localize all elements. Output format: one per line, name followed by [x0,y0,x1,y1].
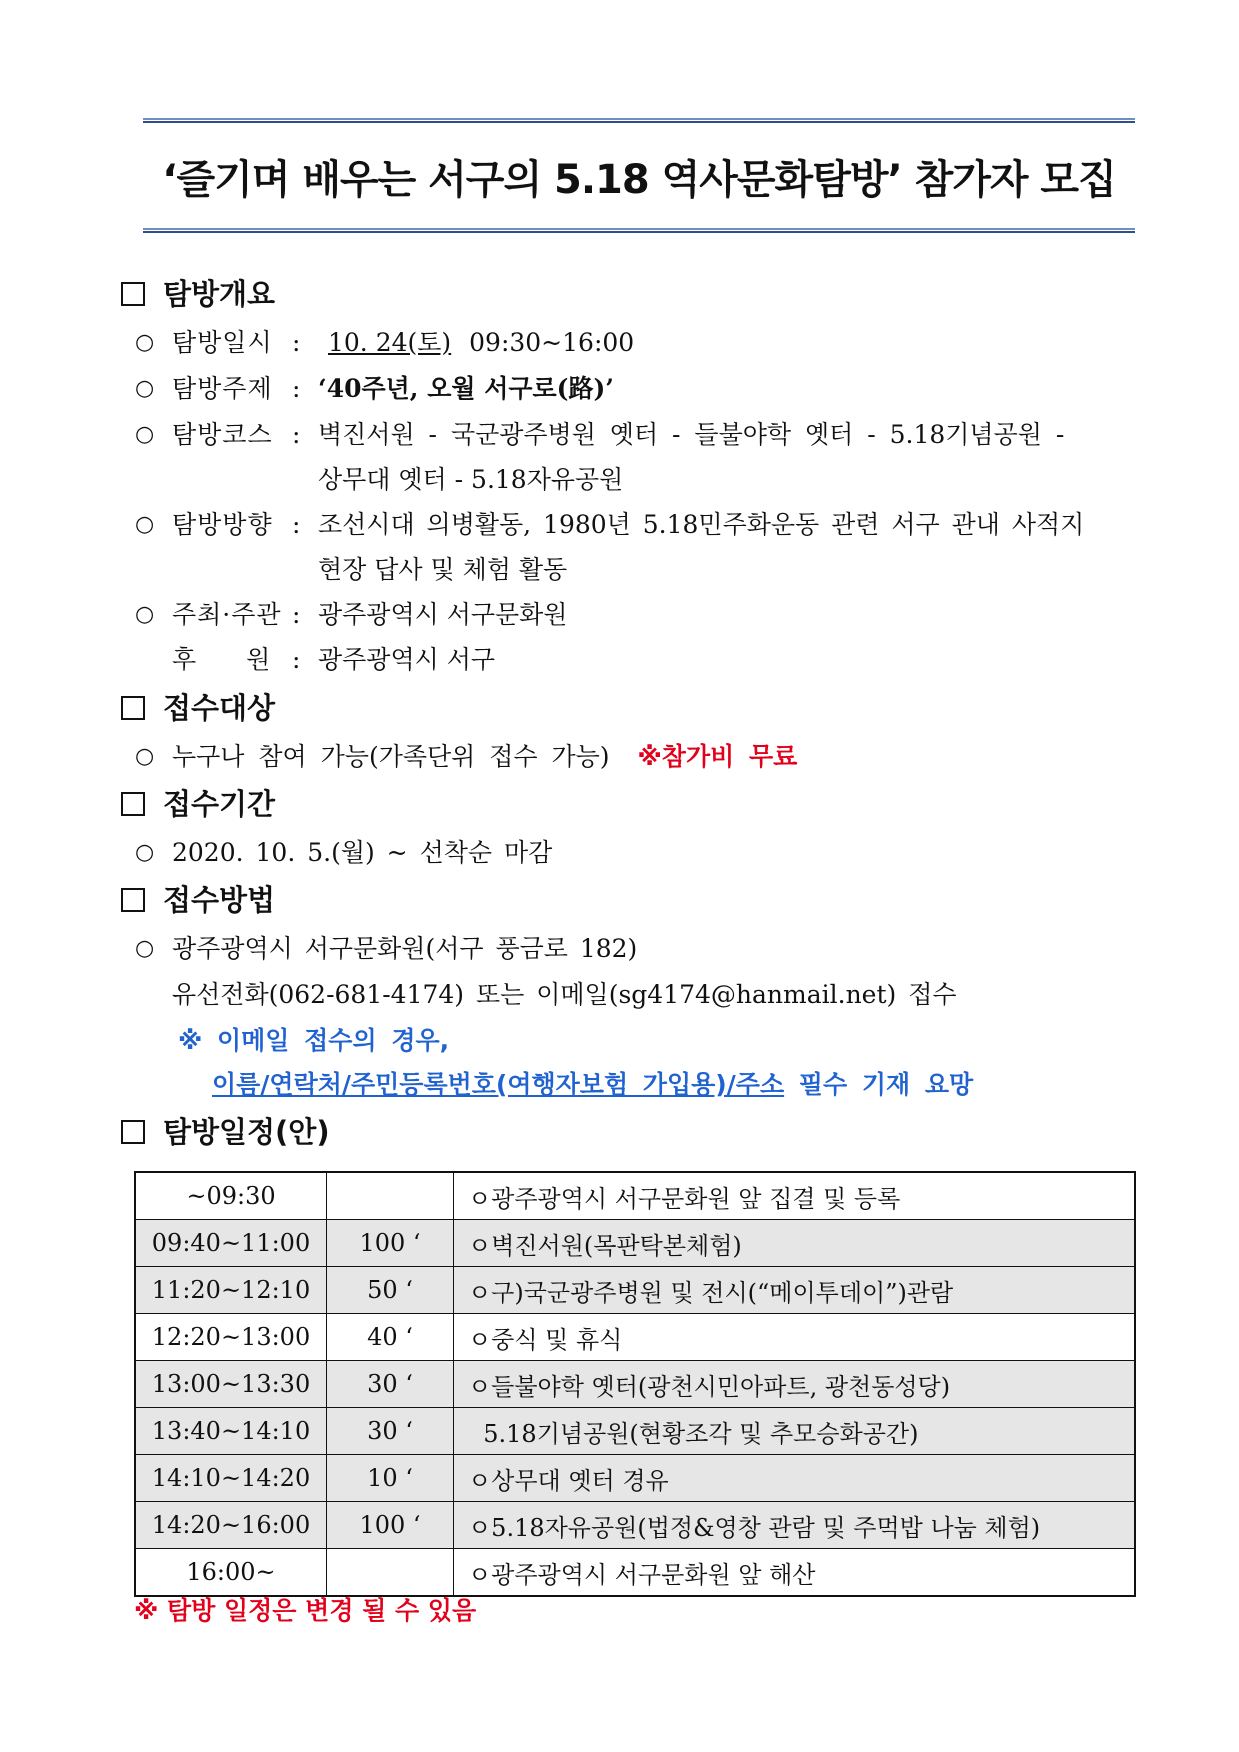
schedule-time: 13:40~14:10 [135,1408,327,1455]
sponsor-label: 후 원 [172,645,272,674]
schedule-time: 12:20~13:00 [135,1314,327,1361]
target-text: 누구나 참여 가능(가족단위 접수 가능) ※참가비 무료 [172,742,798,771]
schedule-time: 14:10~14:20 [135,1455,327,1502]
table-row [135,1549,1135,1597]
email-note-1: ※ 이메일 접수의 경우, [178,1026,450,1055]
schedule-activity: ㅇ벽진서원(목판탁본체험) [454,1220,1136,1267]
colon: : [292,645,301,674]
schedule-duration [327,1172,454,1220]
schedule-activity: ㅇ구)국군광주병원 및 전시(“메이투데이”)관람 [454,1267,1136,1314]
schedule-time: ~09:30 [135,1172,327,1220]
bullet-icon: ○ [135,330,155,355]
colon: : [292,600,301,629]
colon: : [292,328,301,357]
bullet-icon: ○ [135,840,155,865]
table-row [135,1361,1135,1408]
page-title: ‘즐기며 배우는 서구의 5.18 역사문화탐방’ 참가자 모집 [162,157,1116,203]
table-row [135,1220,1135,1267]
course-line-1: 벽진서원 - 국군광주병원 옛터 - 들불야학 옛터 - 5.18기념공원 - [318,420,1065,449]
date-label: 탐방일시 [172,328,273,357]
bullet-icon: ○ [135,422,155,447]
schedule-duration [327,1549,454,1597]
schedule-activity: 5.18기념공원(현황조각 및 추모승화공간) [454,1408,1136,1455]
table-row [135,1502,1135,1549]
section-heading-overview: 탐방개요 [121,276,275,312]
schedule-time: 13:00~13:30 [135,1361,327,1408]
bullet-icon: ○ [135,744,155,769]
course-label: 탐방코스 [172,420,273,449]
schedule-duration: 50 ‘ [327,1267,454,1314]
period-text: 2020. 10. 5.(월) ~ 선착순 마감 [172,838,553,867]
schedule-time: 14:20~16:00 [135,1502,327,1549]
method-line-2: 유선전화(062-681-4174) 또는 이메일(sg4174@hanmail.net) 접수 [172,980,957,1009]
table-row [135,1172,1135,1220]
direction-line-1: 조선시대 의병활동, 1980년 5.18민주화운동 관련 서구 관내 사적지 [318,510,1085,539]
colon: : [292,374,301,403]
schedule-activity: ㅇ중식 및 휴식 [454,1314,1136,1361]
checkbox-square-icon [121,792,145,816]
schedule-activity: ㅇ광주광역시 서구문화원 앞 집결 및 등록 [454,1172,1136,1220]
schedule-duration: 30 ‘ [327,1361,454,1408]
checkbox-square-icon [121,888,145,912]
email-note-2: 이름/연락처/주민등록번호(여행자보험 가입용)/주소 필수 기재 요망 [212,1070,974,1099]
schedule-duration: 40 ‘ [327,1314,454,1361]
table-row [135,1314,1135,1361]
schedule-activity: ㅇ들불야학 옛터(광천시민아파트, 광천동성당) [454,1361,1136,1408]
method-line-1: 광주광역시 서구문화원(서구 풍금로 182) [172,934,638,963]
table-row [135,1267,1135,1314]
table-row [135,1455,1135,1502]
schedule-activity: ㅇ5.18자유공원(법정&영창 관람 및 주먹밥 나눔 체험) [454,1502,1136,1549]
fee-note: ※참가비 무료 [637,742,798,771]
colon: : [292,510,301,539]
theme-label: 탐방주제 [172,374,273,403]
host-value: 광주광역시 서구문화원 [318,600,568,629]
schedule-duration: 100 ‘ [327,1502,454,1549]
direction-line-2: 현장 답사 및 체험 활동 [318,555,568,584]
bullet-icon: ○ [135,936,155,961]
section-heading-schedule: 탐방일정(안) [121,1114,330,1150]
bullet-icon: ○ [135,376,155,401]
schedule-footnote: ※ 탐방 일정은 변경 될 수 있음 [134,1596,477,1625]
schedule-duration: 100 ‘ [327,1220,454,1267]
direction-label: 탐방방향 [172,510,273,539]
section-heading-period: 접수기간 [121,786,275,822]
course-line-2: 상무대 옛터 - 5.18자유공원 [318,465,624,494]
schedule-table [134,1171,1136,1597]
schedule-duration: 10 ‘ [327,1455,454,1502]
schedule-time: 09:40~11:00 [135,1220,327,1267]
checkbox-square-icon [121,282,145,306]
section-heading-target: 접수대상 [121,690,275,726]
title-rule-top [143,118,1135,123]
bullet-icon: ○ [135,602,155,627]
theme-value: ‘40주년, 오월 서구로(路)’ [318,374,615,403]
host-label: 주최·주관 [172,600,282,629]
schedule-activity: ㅇ광주광역시 서구문화원 앞 해산 [454,1549,1136,1597]
schedule-time: 11:20~12:10 [135,1267,327,1314]
section-heading-method: 접수방법 [121,882,275,918]
date-value: 10. 24(토) 09:30~16:00 [328,328,635,357]
title-rule-bottom [143,228,1135,233]
checkbox-square-icon [121,696,145,720]
bullet-icon: ○ [135,512,155,537]
table-row [135,1408,1135,1455]
schedule-time: 16:00~ [135,1549,327,1597]
schedule-activity: ㅇ상무대 옛터 경유 [454,1455,1136,1502]
checkbox-square-icon [121,1120,145,1144]
sponsor-value: 광주광역시 서구 [318,645,495,674]
schedule-duration: 30 ‘ [327,1408,454,1455]
colon: : [292,420,301,449]
